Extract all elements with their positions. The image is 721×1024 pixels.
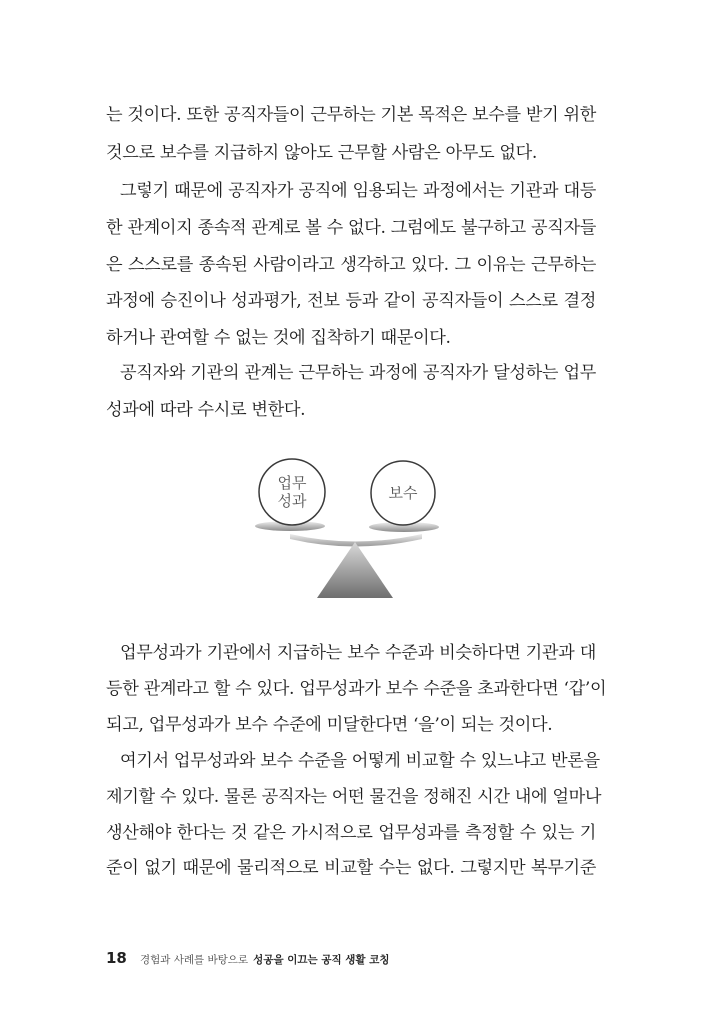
fulcrum-triangle: [317, 542, 393, 598]
text-line: 과정에 승진이나 성과평가, 전보 등과 같이 공직자들이 스스로 결정: [106, 291, 596, 311]
text-line: 여기서 업무성과와 보수 수준을 어떻게 비교할 수 있느냐고 반론을: [120, 751, 600, 771]
text-line: 제기할 수 있다. 물론 공직자는 어떤 물건을 정해진 시간 내에 얼마나: [106, 787, 602, 807]
text-line: 하거나 관여할 수 없는 것에 집착하기 때문이다.: [106, 328, 451, 348]
left-circle-label: [272, 474, 312, 510]
text-line: 은 스스로를 종속된 사람이라고 생각하고 있다. 그 이유는 근무하는: [106, 255, 596, 275]
text-line: 준이 없기 때문에 물리적으로 비교할 수는 없다. 그렇지만 복무기준: [106, 858, 596, 878]
text-line: 되고, 업무성과가 보수 수준에 미달한다면 ‘을’이 되는 것이다.: [106, 715, 553, 735]
left-label-line2: 성과: [277, 492, 307, 510]
left-label-line1: 업무: [277, 474, 307, 492]
text-line: 그렇기 때문에 공직자가 공직에 임용되는 과정에서는 기관과 대등: [120, 181, 596, 201]
right-circle-label: 보수: [388, 484, 418, 502]
text-line: 는 것이다. 또한 공직자들이 근무하는 기본 목적은 보수를 받기 위한: [106, 105, 596, 125]
text-line: 등한 관계라고 할 수 있다. 업무성과가 보수 수준을 초과한다면 ‘갑’이: [106, 679, 607, 699]
text-line: 공직자와 기관의 관계는 근무하는 과정에 공직자가 달성하는 업무: [120, 363, 596, 383]
text-line: 성과에 따라 수시로 변한다.: [106, 400, 306, 420]
text-line: 한 관계이지 종속적 관계로 볼 수 없다. 그럼에도 불구하고 공직자들: [106, 218, 596, 238]
book-title: 성공을 이끄는 공직 생활 코칭: [253, 954, 390, 966]
balance-scale-diagram: [250, 455, 460, 605]
text-line: 것으로 보수를 지급하지 않아도 근무할 사람은 아무도 없다.: [106, 143, 537, 163]
page-number: 18: [106, 949, 127, 967]
text-line: 생산해야 한다는 것 같은 가시적으로 업무성과를 측정할 수 있는 기: [106, 823, 596, 843]
page-footer: [106, 948, 390, 968]
text-line: 업무성과가 기관에서 지급하는 보수 수준과 비슷하다면 기관과 대: [120, 643, 596, 663]
book-subtitle: 경험과 사례를 바탕으로: [139, 954, 249, 966]
